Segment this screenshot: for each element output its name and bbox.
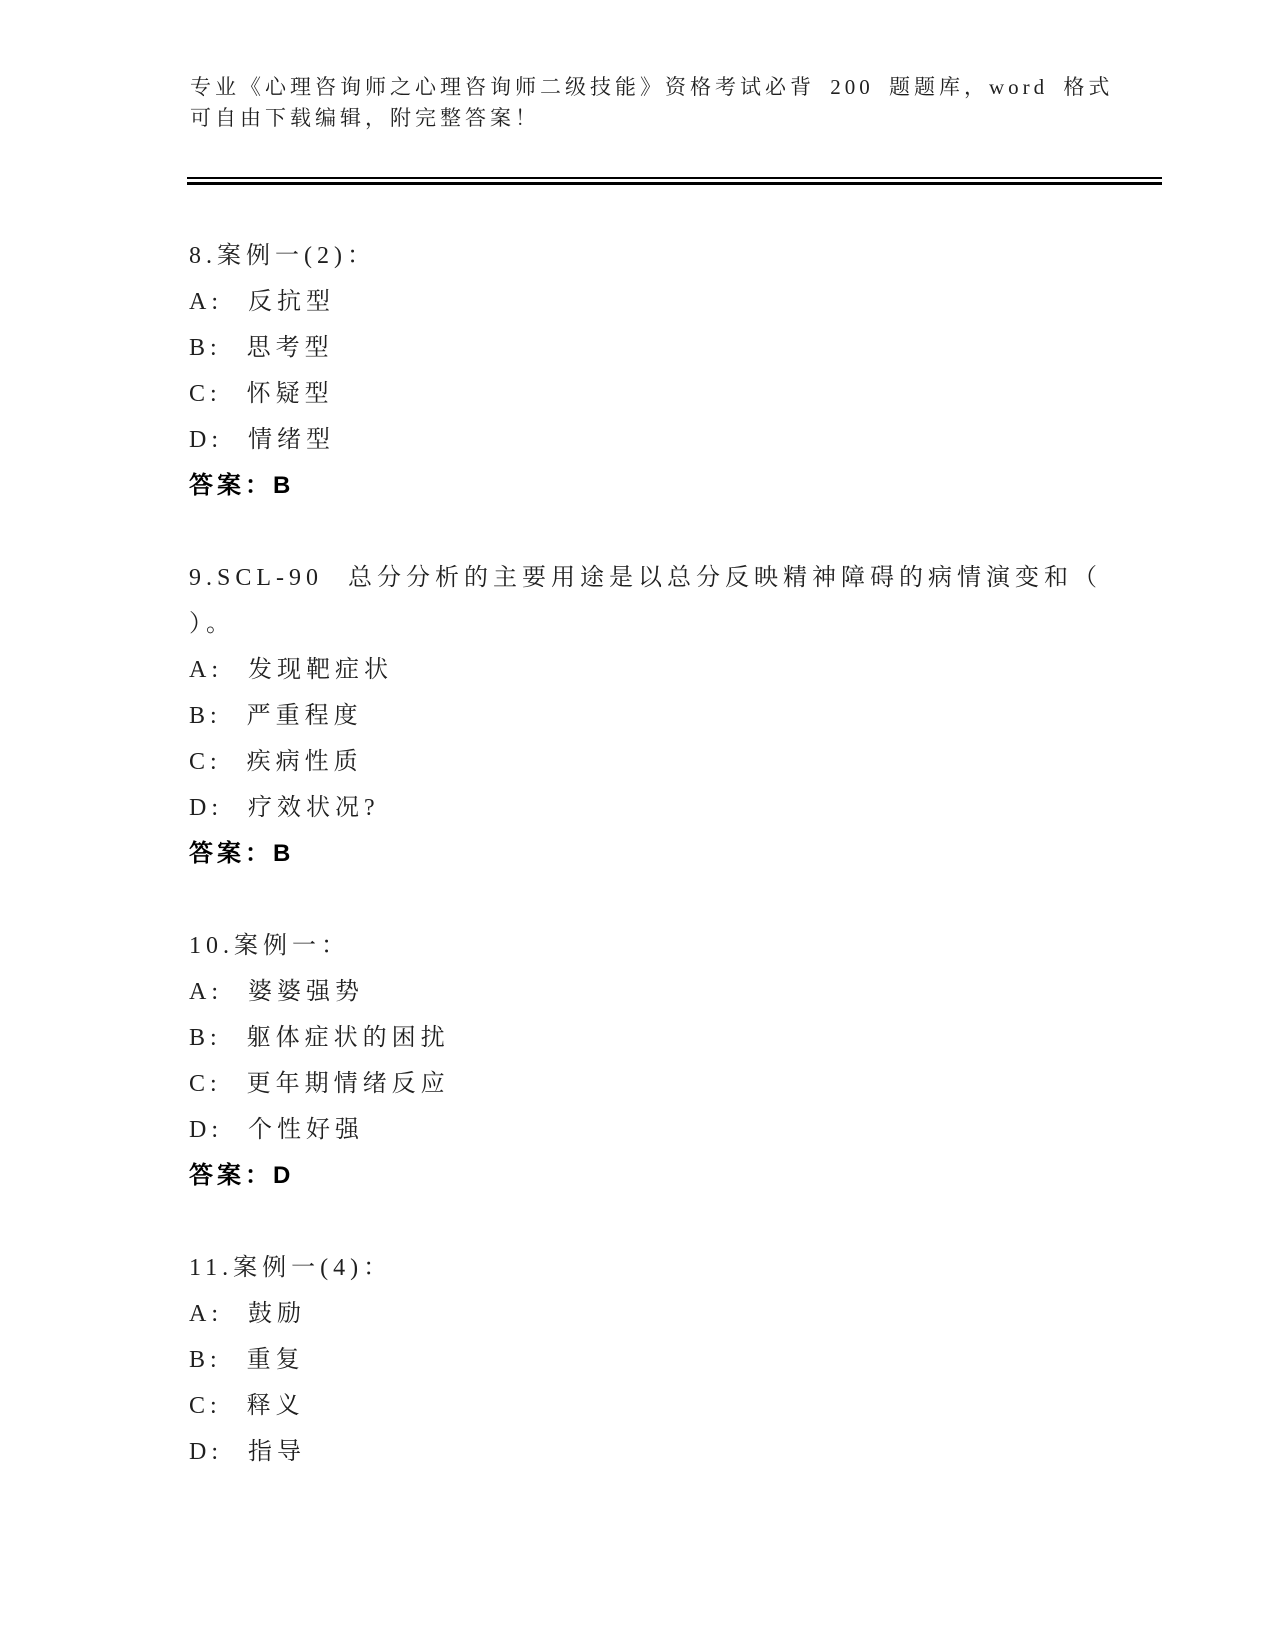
question-block-8: [189, 233, 1169, 509]
question-block-11: [189, 1245, 1169, 1475]
question-title-wrap: ）。: [189, 611, 235, 637]
question-block-9: [189, 555, 1169, 877]
option-c: C: 更年期情绪反应: [189, 1071, 450, 1097]
answer-line: 答案：D: [189, 1162, 295, 1189]
question-title: 11.案例一(4)：: [189, 1255, 393, 1281]
answer-line: 答案：B: [189, 840, 295, 867]
option-a: A: 婆婆强势: [189, 979, 364, 1005]
header-line-1: 专业《心理咨询师之心理咨询师二级技能》资格考试必背 200 题题库，word 格式: [190, 75, 1114, 99]
header-line-2: 可自由下载编辑，附完整答案！: [190, 106, 540, 130]
question-title: 8.案例一(2)：: [189, 243, 376, 269]
option-b: B: 重复: [189, 1347, 305, 1373]
option-d: D: 疗效状况?: [189, 795, 380, 821]
option-c: C: 疾病性质: [189, 749, 363, 775]
option-c: C: 释义: [189, 1393, 305, 1419]
page-header: [190, 72, 1150, 134]
option-b: B: 思考型: [189, 335, 334, 361]
option-b: B: 躯体症状的困扰: [189, 1025, 450, 1051]
option-a: A: 发现靶症状: [189, 657, 393, 683]
option-b: B: 严重程度: [189, 703, 363, 729]
question-list: [189, 233, 1169, 1475]
option-c: C: 怀疑型: [189, 381, 334, 407]
option-d: D: 情绪型: [189, 427, 335, 453]
question-title: 9.SCL-90 总分分析的主要用途是以总分反映精神障碍的病情演变和（: [189, 565, 1103, 591]
question-title: 10.案例一：: [189, 933, 350, 959]
header-separator-rule: [187, 177, 1162, 185]
option-a: A: 鼓励: [189, 1301, 306, 1327]
option-d: D: 指导: [189, 1439, 306, 1465]
answer-line: 答案：B: [189, 472, 295, 499]
option-d: D: 个性好强: [189, 1117, 364, 1143]
question-block-10: [189, 923, 1169, 1199]
option-a: A: 反抗型: [189, 289, 335, 315]
